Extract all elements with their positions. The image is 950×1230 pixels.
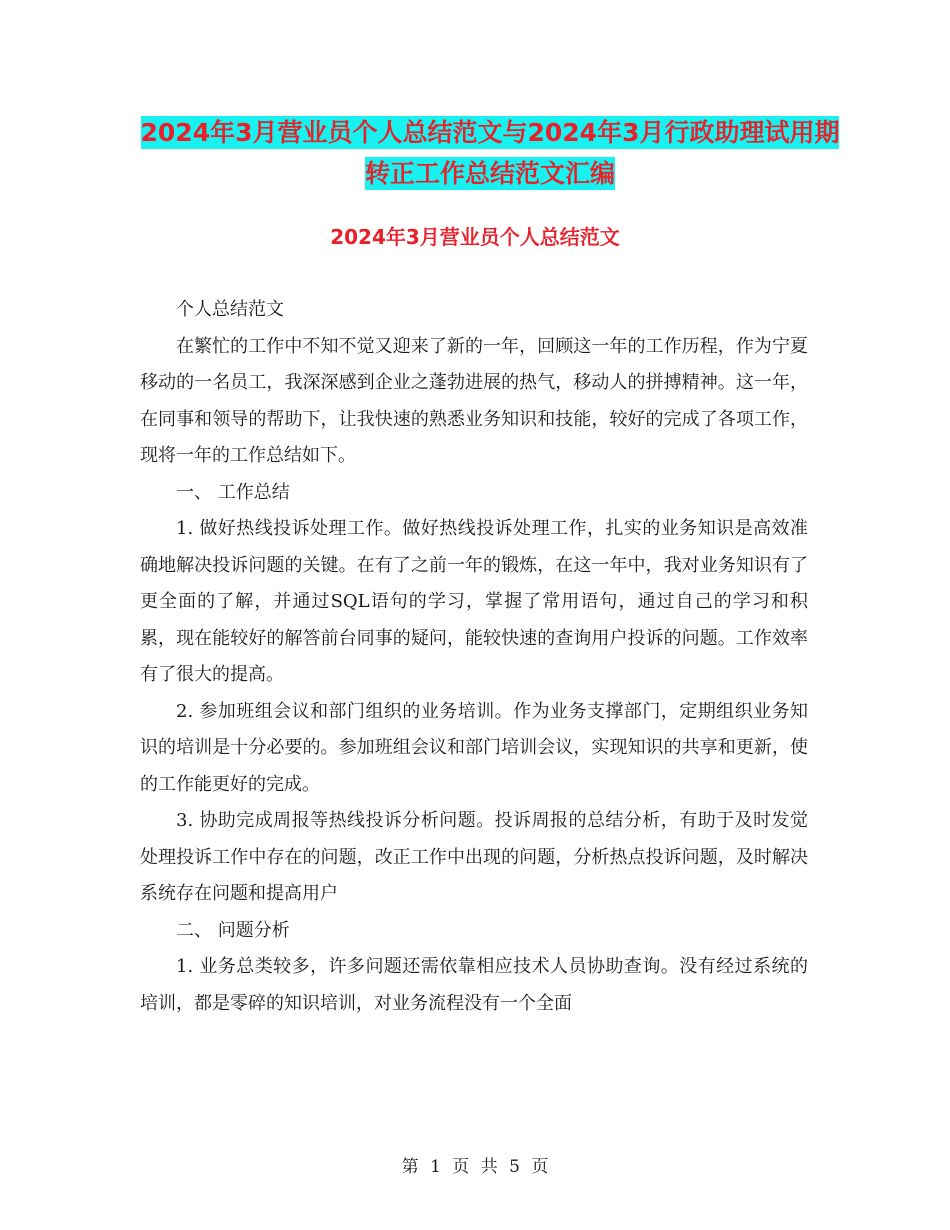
paragraph: 在繁忙的工作中不知不觉又迎来了新的一年，回顾这一年的工作历程，作为宁夏移动的一名员工，我深深感到企业之蓬勃进展的热气，移动人的拼搏精神。这一年，在同事和领导的帮助下，让我快速的熟悉业务知识和技能，较好的完成了各项工作，现将一年的工作总结如下。 xyxy=(140,335,808,466)
section-title: 2024年3月营业员个人总结范文 xyxy=(330,225,620,249)
paragraph: 个人总结范文 xyxy=(176,299,284,320)
paragraph: 1. 做好热线投诉处理工作。做好热线投诉处理工作，扎实的业务知识是高效准确地解决投诉问题的关键。在有了之前一年的锻炼，在这一年中，我对业务知识有了更全面的了解，并通过SQL语句的学习，掌握了常用语句，通过自己的学习和积累，现在能较好的解答前台同事的疑问，能较快速的查询用户投诉的问题。工作效率有了很大的提高。 xyxy=(140,518,808,685)
page-footer: 第 1 页 共 5 页 xyxy=(401,1157,549,1177)
paragraph: 二、 问题分析 xyxy=(176,919,290,941)
document-body xyxy=(140,292,808,1022)
paragraph: 1. 业务总类较多，许多问题还需依靠相应技术人员协助查询。没有经过系统的培训，都是零碎的知识培训，对业务流程没有一个全面 xyxy=(140,956,808,1014)
paragraph: 一、 工作总结 xyxy=(176,481,290,503)
paragraph: 2. 参加班组会议和部门组织的业务培训。作为业务支撑部门，定期组织业务知识的培训是十分必要的。参加班组会议和部门培训会议，实现知识的共享和更新，使的工作能更好的完成。 xyxy=(140,700,808,795)
document-title xyxy=(140,112,840,194)
paragraph: 3. 协助完成周报等热线投诉分析问题。投诉周报的总结分析，有助于及时发觉处理投诉工作中存在的问题，改正工作中出现的问题，分析热点投诉问题，及时解决系统存在问题和提高用户 xyxy=(140,810,808,904)
document-title-text: 2024年3月营业员个人总结范文与2024年3月行政助理试用期转正工作总结范文汇编 xyxy=(140,118,840,188)
